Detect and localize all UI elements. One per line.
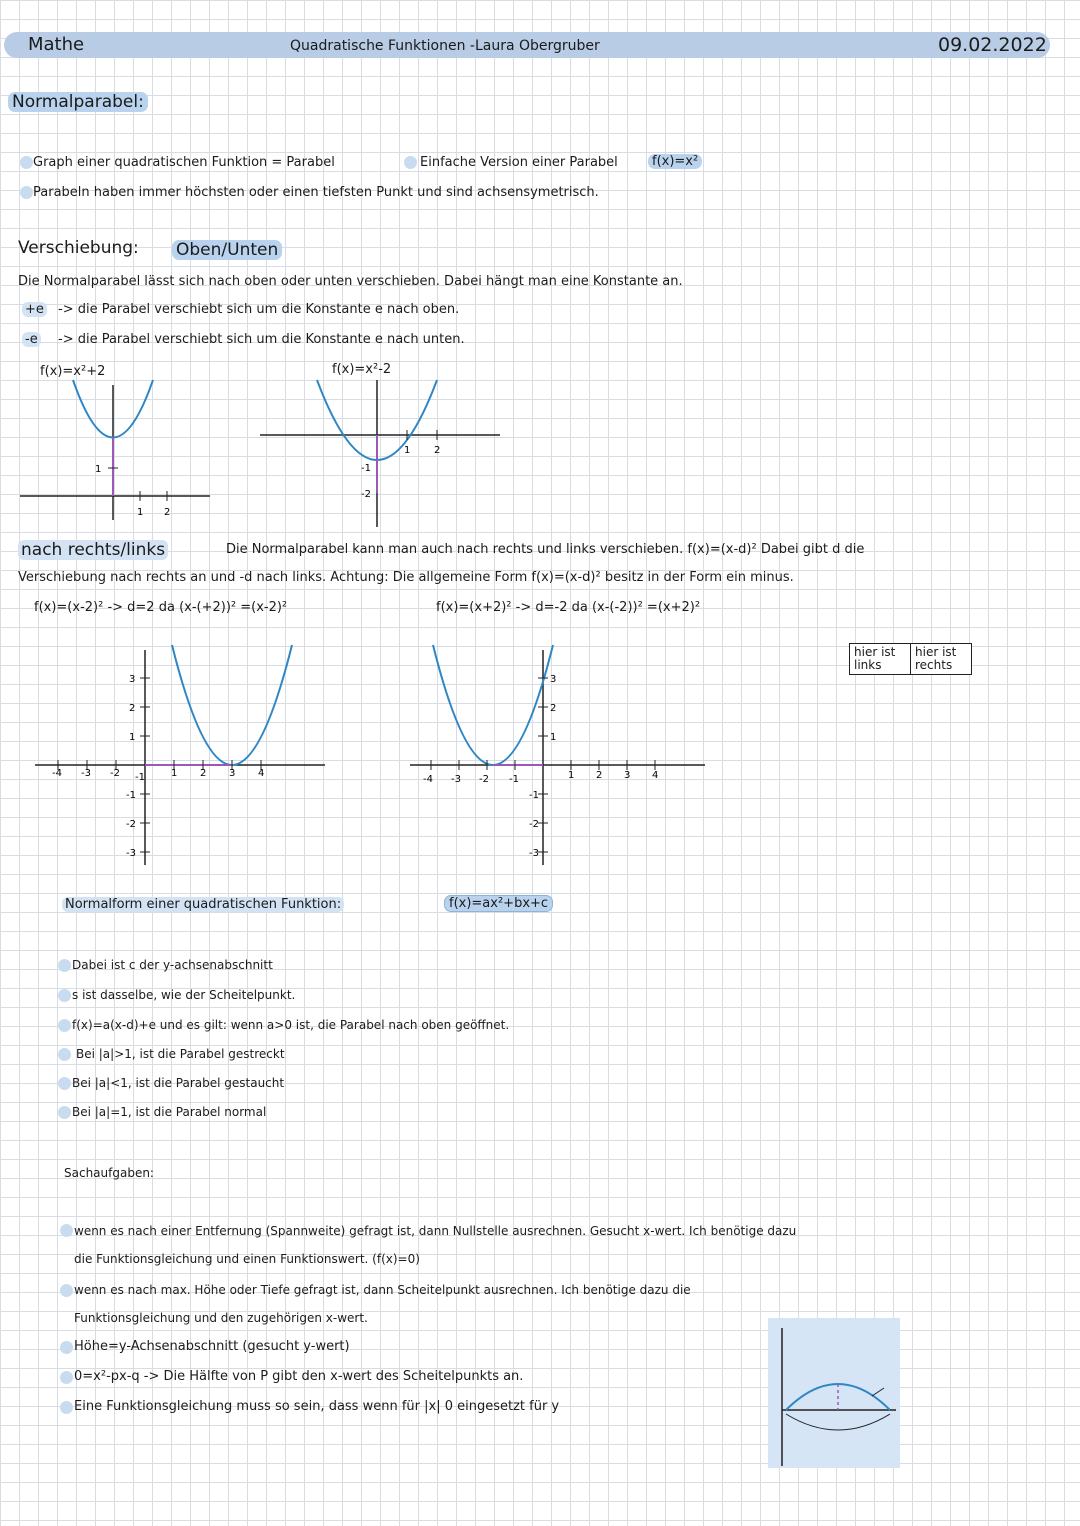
tick-label: -2 [529, 819, 539, 830]
bullet [58, 989, 71, 1002]
bullet [20, 186, 33, 199]
tick-label: 3 [624, 770, 631, 781]
verschiebung-line3: -> die Parabel verschiebt sich um die Konstante e nach unten. [58, 332, 465, 347]
tick-label: -3 [81, 768, 91, 779]
sachaufgaben-heading: Sachaufgaben: [64, 1166, 154, 1180]
normalform-item-1: Dabei ist c der y-achsenabschnitt [72, 958, 273, 972]
tick-label: 3 [550, 674, 557, 685]
parabola-curve [433, 645, 553, 765]
bullet [60, 1284, 73, 1297]
normalform-formula: f(x)=ax²+bx+c [444, 895, 553, 912]
tick-label: 3 [129, 674, 136, 685]
tick-label: 2 [164, 507, 171, 518]
bullet [60, 1341, 73, 1354]
table-cell-left: hier ist links [850, 644, 911, 675]
tick-label: 1 [568, 770, 575, 781]
normalparabel-heading: Normalparabel: [8, 92, 148, 112]
normalparabel-formula: f(x)=x² [648, 154, 702, 169]
tick-label: 3 [229, 768, 236, 779]
tick-label: 1 [404, 445, 411, 456]
tick-label: -2 [361, 489, 371, 500]
normalform-item-2: s ist dasselbe, wie der Scheitelpunkt. [72, 988, 296, 1002]
page-title: Quadratische Funktionen -Laura Obergruber [290, 38, 600, 54]
tick-label: -2 [110, 768, 120, 779]
sachaufgaben-item-2b: Funktionsgleichung und den zugehörigen x-wert. [74, 1311, 368, 1325]
bullet [60, 1371, 73, 1384]
bullet [58, 1077, 71, 1090]
normalparabel-line1b: Einfache Version einer Parabel [420, 155, 618, 170]
bullet [58, 1106, 71, 1119]
normalform-item-5: Bei |a|<1, ist die Parabel gestaucht [72, 1076, 285, 1090]
tick-label: -1 [529, 790, 539, 801]
tick-label: -1 [361, 463, 371, 474]
graph-shift-right [30, 640, 330, 870]
tick-label: -3 [451, 774, 461, 785]
bullet [58, 959, 71, 972]
sachaufgaben-item-1: wenn es nach einer Entfernung (Spannweite) gefragt ist, dann Nullstelle ausrechnen. Gesucht x-wert. Ich benötige dazu [74, 1224, 797, 1238]
tick-label: 4 [258, 768, 265, 779]
rechts-links-heading: nach rechts/links [18, 540, 168, 560]
sachaufgaben-item-1b: die Funktionsgleichung und einen Funktionswert. (f(x)=0) [74, 1252, 420, 1266]
tick-label: -3 [126, 848, 136, 859]
sachaufgaben-item-2: wenn es nach max. Höhe oder Tiefe gefragt ist, dann Scheitelpunkt ausrechnen. Ich benötige dazu die [74, 1283, 691, 1297]
tick-label: 2 [550, 703, 557, 714]
normalform-heading: Normalform einer quadratischen Funktion: [62, 897, 344, 912]
bullet [60, 1401, 73, 1414]
parabola-curve [172, 645, 292, 765]
normalform-item-4: Bei |a|>1, ist die Parabel gestreckt [76, 1047, 285, 1061]
tick-label: -2 [479, 774, 489, 785]
tick-label: -1 [509, 774, 519, 785]
verschiebung-line1: Die Normalparabel lässt sich nach oben oder unten verschieben. Dabei hängt man eine Konstante an. [18, 274, 683, 289]
tick-label: -1 [135, 772, 145, 783]
bullet [20, 156, 33, 169]
bullet [58, 1048, 71, 1061]
tick-label: 1 [171, 768, 178, 779]
verschiebung-minus-e: -e [22, 332, 41, 347]
verschiebung-subheading: Oben/Unten [172, 240, 282, 260]
tick-label: -4 [52, 768, 62, 779]
bullet [60, 1224, 73, 1237]
bullet [404, 156, 417, 169]
graph2-label: f(x)=x²-2 [332, 362, 392, 377]
graph-shift-up [15, 375, 215, 525]
verschiebung-heading: Verschiebung: [18, 238, 139, 258]
tick-label: 1 [550, 732, 557, 743]
tick-label: 2 [129, 703, 136, 714]
tick-label: 4 [652, 770, 659, 781]
graph-shift-down [255, 375, 505, 530]
rechts-links-example1: f(x)=(x-2)² -> d=2 da (x-(+2))² =(x-2)² [34, 600, 288, 615]
bullet [58, 1019, 71, 1032]
normalform-item-3: f(x)=a(x-d)+e und es gilt: wenn a>0 ist, die Parabel nach oben geöffnet. [72, 1018, 510, 1032]
left-right-table [849, 643, 972, 675]
graph-shift-left [405, 640, 715, 870]
rechts-links-line2: Verschiebung nach rechts an und -d nach links. Achtung: Die allgemeine Form f(x)=(x-d)² besitz in der Form ein minus. [18, 570, 794, 585]
tick-label: -2 [126, 819, 136, 830]
tick-label: 2 [200, 768, 207, 779]
tick-label: 1 [137, 507, 144, 518]
verschiebung-line2: -> die Parabel verschiebt sich um die Konstante e nach oben. [58, 302, 460, 317]
graph1-label: f(x)=x²+2 [40, 364, 106, 379]
date-label: 09.02.2022 [938, 34, 1047, 56]
normalform-item-6: Bei |a|=1, ist die Parabel normal [72, 1105, 267, 1119]
rechts-links-example2: f(x)=(x+2)² -> d=-2 da (x-(-2))² =(x+2)² [436, 600, 701, 615]
sachaufgaben-item-5: Eine Funktionsgleichung muss so sein, dass wenn für |x| 0 eingesetzt für y [74, 1399, 560, 1414]
table-cell-right: hier ist rechts [911, 644, 972, 675]
normalparabel-line2: Parabeln haben immer höchsten oder einen tiefsten Punkt und sind achsensymetrisch. [33, 185, 599, 200]
subject-label: Mathe [28, 34, 85, 55]
rechts-links-line1: Die Normalparabel kann man auch nach rechts und links verschieben. f(x)=(x-d)² Dabei gibt d die [226, 542, 865, 557]
arch-sketch [768, 1318, 900, 1468]
normalparabel-line1a: Graph einer quadratischen Funktion = Parabel [33, 155, 335, 170]
sachaufgaben-item-4: 0=x²-px-q -> Die Hälfte von P gibt den x-wert des Scheitelpunkts an. [74, 1369, 524, 1384]
sketch-background [768, 1318, 900, 1468]
tick-label: -1 [126, 790, 136, 801]
tick-label: 2 [434, 445, 441, 456]
verschiebung-plus-e: +e [22, 302, 47, 317]
tick-label: 1 [129, 732, 136, 743]
tick-label: -4 [423, 774, 433, 785]
sachaufgaben-item-3: Höhe=y-Achsenabschnitt (gesucht y-wert) [74, 1339, 350, 1354]
tick-label: 2 [596, 770, 603, 781]
tick-label: 1 [95, 464, 102, 475]
tick-label: -3 [529, 848, 539, 859]
